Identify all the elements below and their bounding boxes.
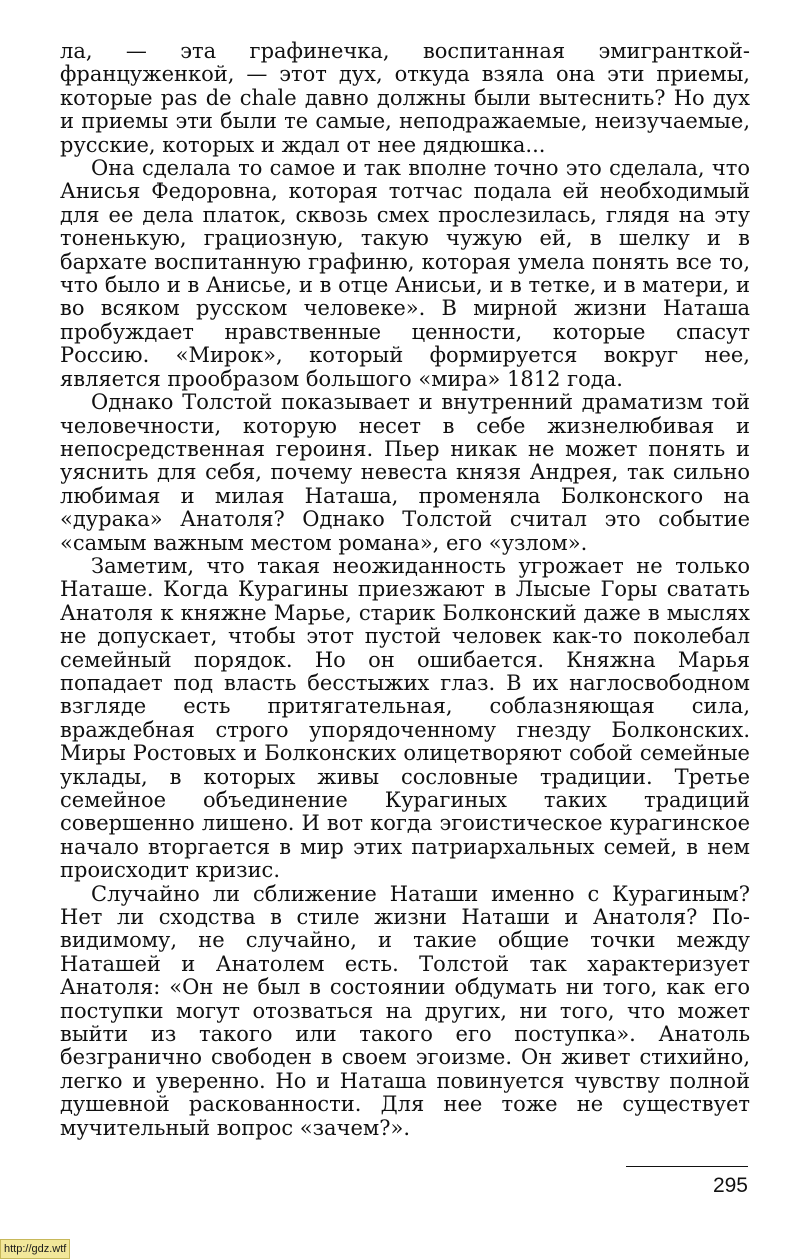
paragraph-5: Случайно ли сближение Наташи именно с Курагиным? Нет ли сходства в стиле жизни Наташи и Анатоля? По-видимому, не случайно, и такие общие точки между Наташей и Анатолем есть. Толстой так характеризует Анатоля: «Он не был в состоянии обдумать ни того, как его поступки могут отозваться на других, ни того, что может выйти из такого или такого его поступка». Анатоль безгранично свободен в своем эгоизме. Он живет стихийно, легко и уверенно. Но и Наташа повинуется чувству полной душевной раскованности. Для нее тоже не существует мучительный вопрос «зачем?». <box>60 881 750 1140</box>
paragraph-2: Она сделала то самое и так вполне точно это сделала, что Анисья Федоровна, которая тотчас подала ей необходимый для ее дела платок, сквозь смех прослезилась, глядя на эту тоненькую, грациозную, такую чужую ей, в шелку и в бархате воспитанную графиню, которая умела понять все то, что было и в Анисье, и в отце Анисьи, и в тетке, и в матери, и во всяком русском человеке». В мирной жизни Наташа пробуждает нравственные ценности, которые спасут Россию. «Мирок», который формируется вокруг нее, является прообразом большого «мира» 1812 года. <box>60 156 750 391</box>
paragraph-1: ла, — эта графинечка, воспитанная эмигранткой-француженкой, — этот дух, откуда взяла она эти приемы, которые pas de chale давно должны были вытеснить? Но дух и приемы эти были те самые, неподражаемые, неизучаемые, русские, которых и ждал от нее дядюшка... <box>60 39 750 157</box>
paragraph-4: Заметим, что такая неожиданность угрожает не только Наташе. Когда Курагины приезжают в Лысые Горы сватать Анатоля к княжне Марье, старик Болконский даже в мыслях не допускает, чтобы этот пустой человек как-то поколебал семейный порядок. Но он ошибается. Княжна Марья попадает под власть бесстыжих глаз. В их наглосвободном взгляде есть притягательная, соблазняющая сила, враждебная строго упорядоченному гнезду Болконских. Миры Ростовых и Болконских олицетворяют собой семейные уклады, в которых живы сословные традиции. Третье семейное объединение Курагиных таких традиций совершенно лишено. И вот когда эгоистическое курагинское начало вторгается в мир этих патриархальных семей, в нем происходит кризис. <box>60 553 750 883</box>
paragraph-3: Однако Толстой показывает и внутренний драматизм той человечности, которую несет в себе жизнелюбивая и непосредственная героиня. Пьер никак не может понять и уяснить для себя, почему невеста князя Андрея, так сильно любимая и милая Наташа, променяла Болконского на «дурака» Анатоля? Однако Толстой считал это событие «самым важным местом романа», его «узлом». <box>60 390 750 555</box>
page-body <box>60 40 750 1140</box>
footer-rule <box>626 1166 748 1167</box>
watermark-link[interactable]: http://gdz.wtf <box>0 1239 70 1259</box>
page-number: 295 <box>712 1174 748 1197</box>
body-text <box>60 40 750 1140</box>
